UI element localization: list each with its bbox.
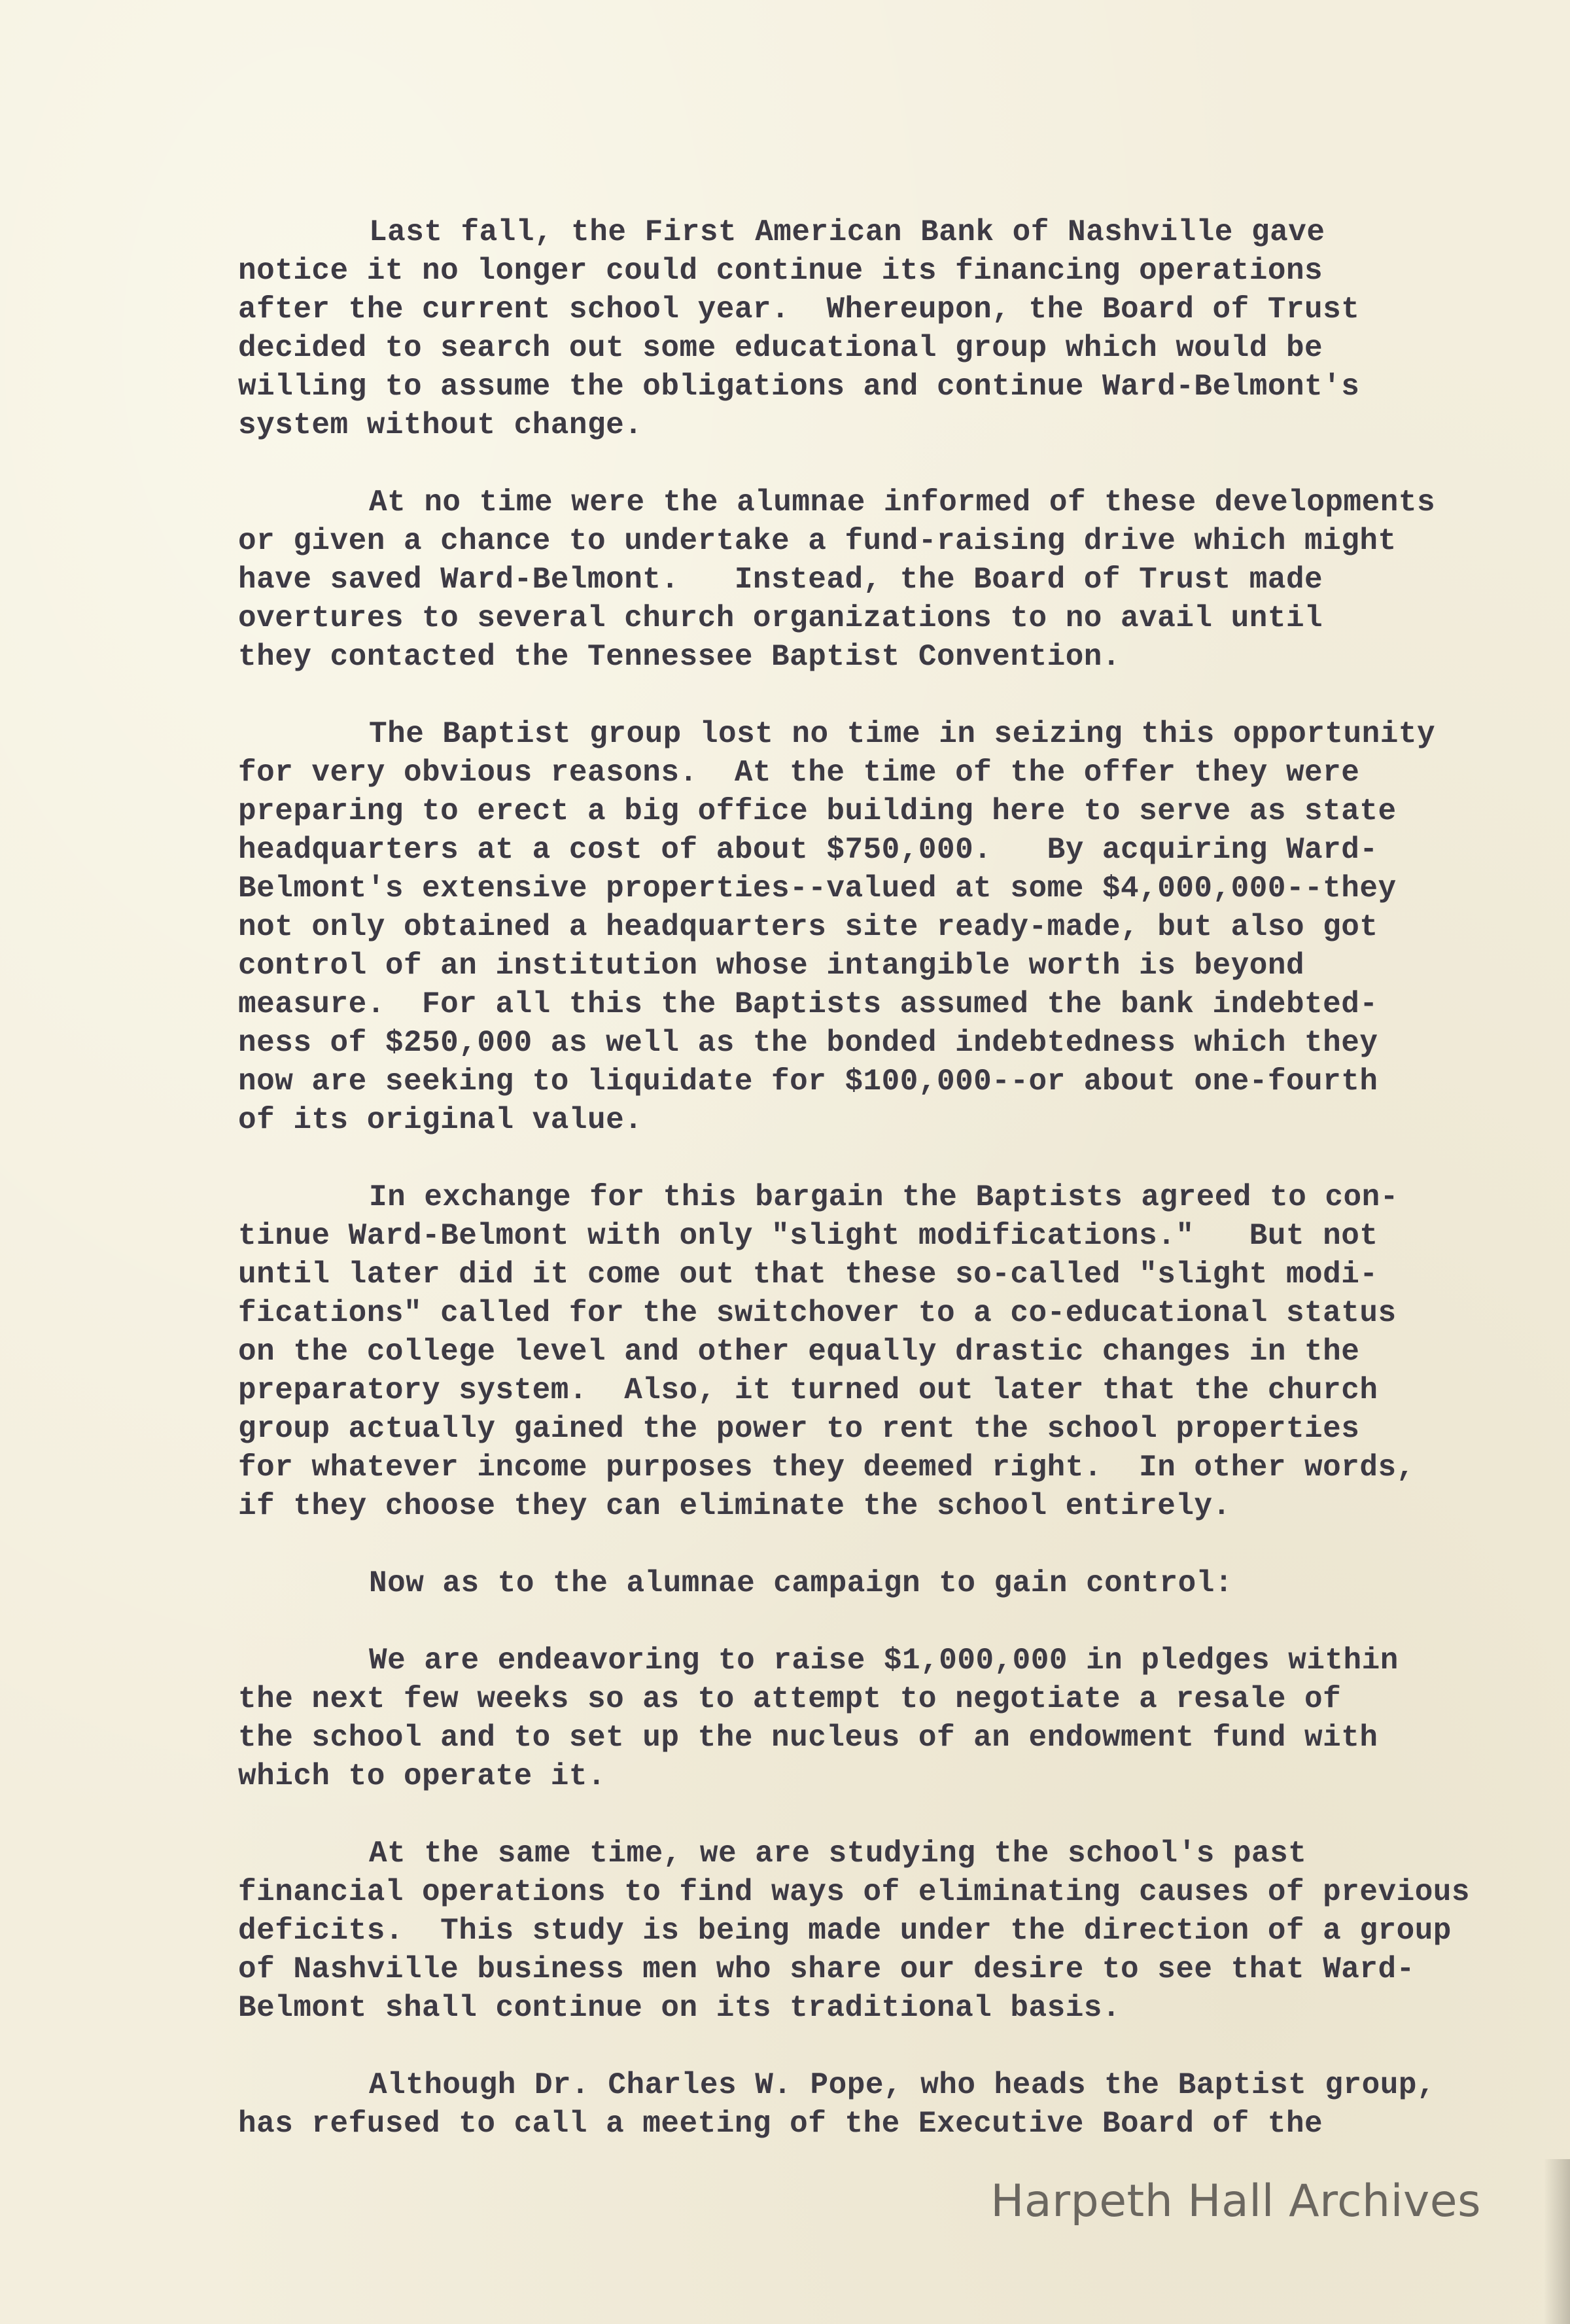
text-line: system without change. <box>238 408 643 442</box>
paragraph-3 <box>238 715 1533 1140</box>
text-line: We are endeavoring to raise $1,000,000 in pledges within <box>369 1644 1399 1678</box>
paragraph-8 <box>238 2066 1533 2143</box>
text-line: Last fall, the First American Bank of Nashville gave <box>369 215 1325 249</box>
text-line: notice it no longer could continue its financing operations <box>238 254 1323 288</box>
text-line: which to operate it. <box>238 1759 606 1793</box>
text-line: they contacted the Tennessee Baptist Convention. <box>238 640 1121 674</box>
text-line: ness of $250,000 as well as the bonded indebtedness which they <box>238 1026 1378 1060</box>
text-line: has refused to call a meeting of the Executive Board of the <box>238 2107 1323 2141</box>
text-line: not only obtained a headquarters site ready-made, but also got <box>238 910 1378 944</box>
text-line: willing to assume the obligations and continue Ward-Belmont's <box>238 370 1360 404</box>
text-line: the school and to set up the nucleus of an endowment fund with <box>238 1721 1378 1755</box>
text-line: At the same time, we are studying the school's past <box>369 1837 1307 1871</box>
text-line: tinue Ward-Belmont with only "slight modifications." But not <box>238 1219 1378 1253</box>
paragraph-1 <box>238 213 1533 445</box>
text-line: if they choose they can eliminate the school entirely. <box>238 1489 1231 1523</box>
text-line: Belmont shall continue on its traditional basis. <box>238 1991 1121 2025</box>
text-line: Although Dr. Charles W. Pope, who heads the Baptist group, <box>369 2068 1436 2102</box>
text-line: or given a chance to undertake a fund-raising drive which might <box>238 524 1397 558</box>
text-line: overtures to several church organizations to no avail until <box>238 601 1323 635</box>
text-line: of its original value. <box>238 1103 643 1137</box>
text-line: after the current school year. Whereupon, the Board of Trust <box>238 292 1360 326</box>
text-line: until later did it come out that these so-called "slight modi- <box>238 1258 1378 1292</box>
text-line: preparing to erect a big office building here to serve as state <box>238 794 1397 828</box>
text-line: fications" called for the switchover to a co-educational status <box>238 1296 1397 1330</box>
text-line: on the college level and other equally drastic changes in the <box>238 1335 1360 1369</box>
paragraph-4 <box>238 1178 1533 1526</box>
text-line: for whatever income purposes they deemed right. In other words, <box>238 1451 1415 1485</box>
page-edge-shadow <box>1544 2159 1570 2324</box>
text-line: the next few weeks so as to attempt to negotiate a resale of <box>238 1682 1342 1716</box>
text-line: headquarters at a cost of about $750,000. By acquiring Ward- <box>238 833 1378 867</box>
text-line: financial operations to find ways of eliminating causes of previous <box>238 1875 1471 1909</box>
paragraph-2 <box>238 484 1533 677</box>
paragraph-5 <box>238 1564 1533 1603</box>
text-line: In exchange for this bargain the Baptists agreed to con- <box>369 1180 1399 1214</box>
text-line: The Baptist group lost no time in seizing this opportunity <box>369 717 1436 751</box>
text-line: decided to search out some educational group which would be <box>238 331 1323 365</box>
text-line: have saved Ward-Belmont. Instead, the Board of Trust made <box>238 563 1323 597</box>
typed-letter-body <box>238 213 1533 2182</box>
text-line: group actually gained the power to rent the school properties <box>238 1412 1360 1446</box>
archive-watermark: Harpeth Hall Archives <box>990 2175 1481 2227</box>
text-line: deficits. This study is being made under the direction of a group <box>238 1914 1452 1948</box>
text-line: Belmont's extensive properties--valued at some $4,000,000--they <box>238 872 1397 906</box>
text-line: of Nashville business men who share our desire to see that Ward- <box>238 1952 1415 1986</box>
text-line: At no time were the alumnae informed of these developments <box>369 485 1436 519</box>
text-line: measure. For all this the Baptists assumed the bank indebted- <box>238 987 1378 1021</box>
text-line: now are seeking to liquidate for $100,000--or about one-fourth <box>238 1065 1378 1099</box>
text-line: Now as to the alumnae campaign to gain control: <box>369 1566 1233 1600</box>
paragraph-6 <box>238 1642 1533 1796</box>
paragraph-7 <box>238 1835 1533 2028</box>
text-line: for very obvious reasons. At the time of the offer they were <box>238 756 1360 790</box>
text-line: preparatory system. Also, it turned out later that the church <box>238 1373 1378 1407</box>
text-line: control of an institution whose intangible worth is beyond <box>238 949 1305 983</box>
